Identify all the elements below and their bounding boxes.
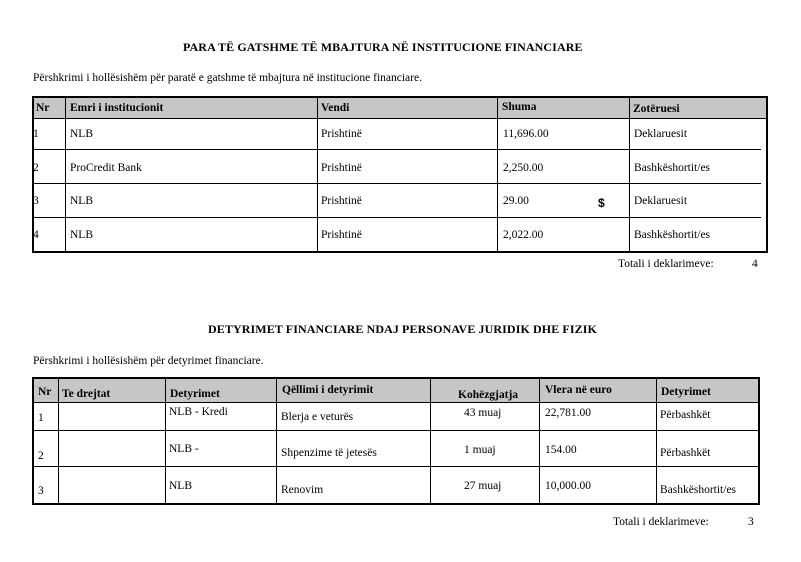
row-obligation: NLB - (169, 443, 199, 455)
row-institution: NLB (70, 229, 93, 241)
row-institution: NLB (70, 195, 93, 207)
column-header-duration: Kohëzgjatja (458, 389, 519, 401)
column-header-nr: Nr (38, 386, 52, 398)
row-duration: 1 muaj (464, 444, 496, 456)
row-place: Prishtinë (321, 195, 362, 207)
column-header-owner: Zotëruesi (633, 103, 680, 115)
column-header-place: Vendi (321, 102, 350, 114)
column-header-institution: Emri i institucionit (70, 102, 164, 114)
row-type: Përbashkët (660, 447, 711, 459)
section2-description: Përshkrimi i hollësishëm për detyrimet financiare. (33, 355, 264, 367)
row-owner: Deklaruesit (634, 128, 688, 140)
row-nr: 3 (33, 195, 39, 207)
section1-title: PARA TË GATSHME TË MBAJTURA NË INSTITUCIONE FINANCIARE (183, 40, 583, 54)
row-duration: 27 muaj (464, 480, 502, 492)
row-nr: 2 (33, 162, 39, 174)
column-header-rights: Te drejtat (62, 388, 111, 400)
column-header-obligation-type: Detyrimet (661, 386, 711, 398)
row-obligation: NLB (169, 480, 192, 492)
row-place: Prishtinë (321, 162, 362, 174)
row-nr: 2 (38, 450, 44, 462)
row-duration: 43 muaj (464, 407, 502, 419)
table-header-band (33, 378, 760, 402)
row-value: 10,000.00 (545, 480, 591, 492)
section1-total-value: 4 (752, 258, 758, 270)
row-nr: 4 (33, 229, 39, 241)
section2-total-value: 3 (748, 516, 754, 528)
row-purpose: Shpenzime të jetesës (281, 447, 377, 459)
row-institution: NLB (70, 128, 93, 140)
row-purpose: Renovim (281, 484, 324, 496)
row-amount: 2,250.00 (503, 162, 544, 174)
row-value: 154.00 (545, 444, 577, 456)
section1-description: Përshkrimi i hollësishëm për paratë e gatshme të mbajtura në institucione financiare. (33, 72, 422, 84)
section2-total-label: Totali i deklarimeve: (613, 516, 709, 528)
row-institution: ProCredit Bank (70, 162, 142, 174)
row-amount: 29.00 (503, 195, 529, 207)
column-header-nr: Nr (36, 102, 50, 114)
row-place: Prishtinë (321, 128, 362, 140)
column-header-value-euro: Vlera në euro (545, 384, 612, 396)
row-obligation: NLB - Kredi (169, 406, 228, 418)
column-header-purpose: Qëllimi i detyrimit (282, 384, 374, 396)
row-owner: Bashkëshortit/es (634, 162, 711, 174)
column-header-amount: Shuma (502, 101, 537, 113)
section1-total-label: Totali i deklarimeve: (618, 258, 714, 270)
row-place: Prishtinë (321, 229, 362, 241)
row-purpose: Blerja e veturës (281, 411, 354, 423)
column-header-obligations: Detyrimet (170, 388, 220, 400)
row-type: Bashkëshortit/es (660, 484, 737, 496)
row-owner: Bashkëshortit/es (634, 229, 711, 241)
row-amount: 2,022.00 (503, 229, 544, 241)
section2-title: DETYRIMET FINANCIARE NDAJ PERSONAVE JURIDIK DHE FIZIK (208, 322, 597, 336)
row-value: 22,781.00 (545, 407, 591, 419)
currency-dollar-sign: $ (598, 196, 605, 210)
row-amount: 11,696.00 (503, 128, 549, 140)
row-nr: 1 (38, 412, 44, 424)
row-nr: 3 (38, 485, 44, 497)
row-type: Përbashkët (660, 409, 711, 421)
row-owner: Deklaruesit (634, 195, 688, 207)
row-nr: 1 (33, 128, 39, 140)
